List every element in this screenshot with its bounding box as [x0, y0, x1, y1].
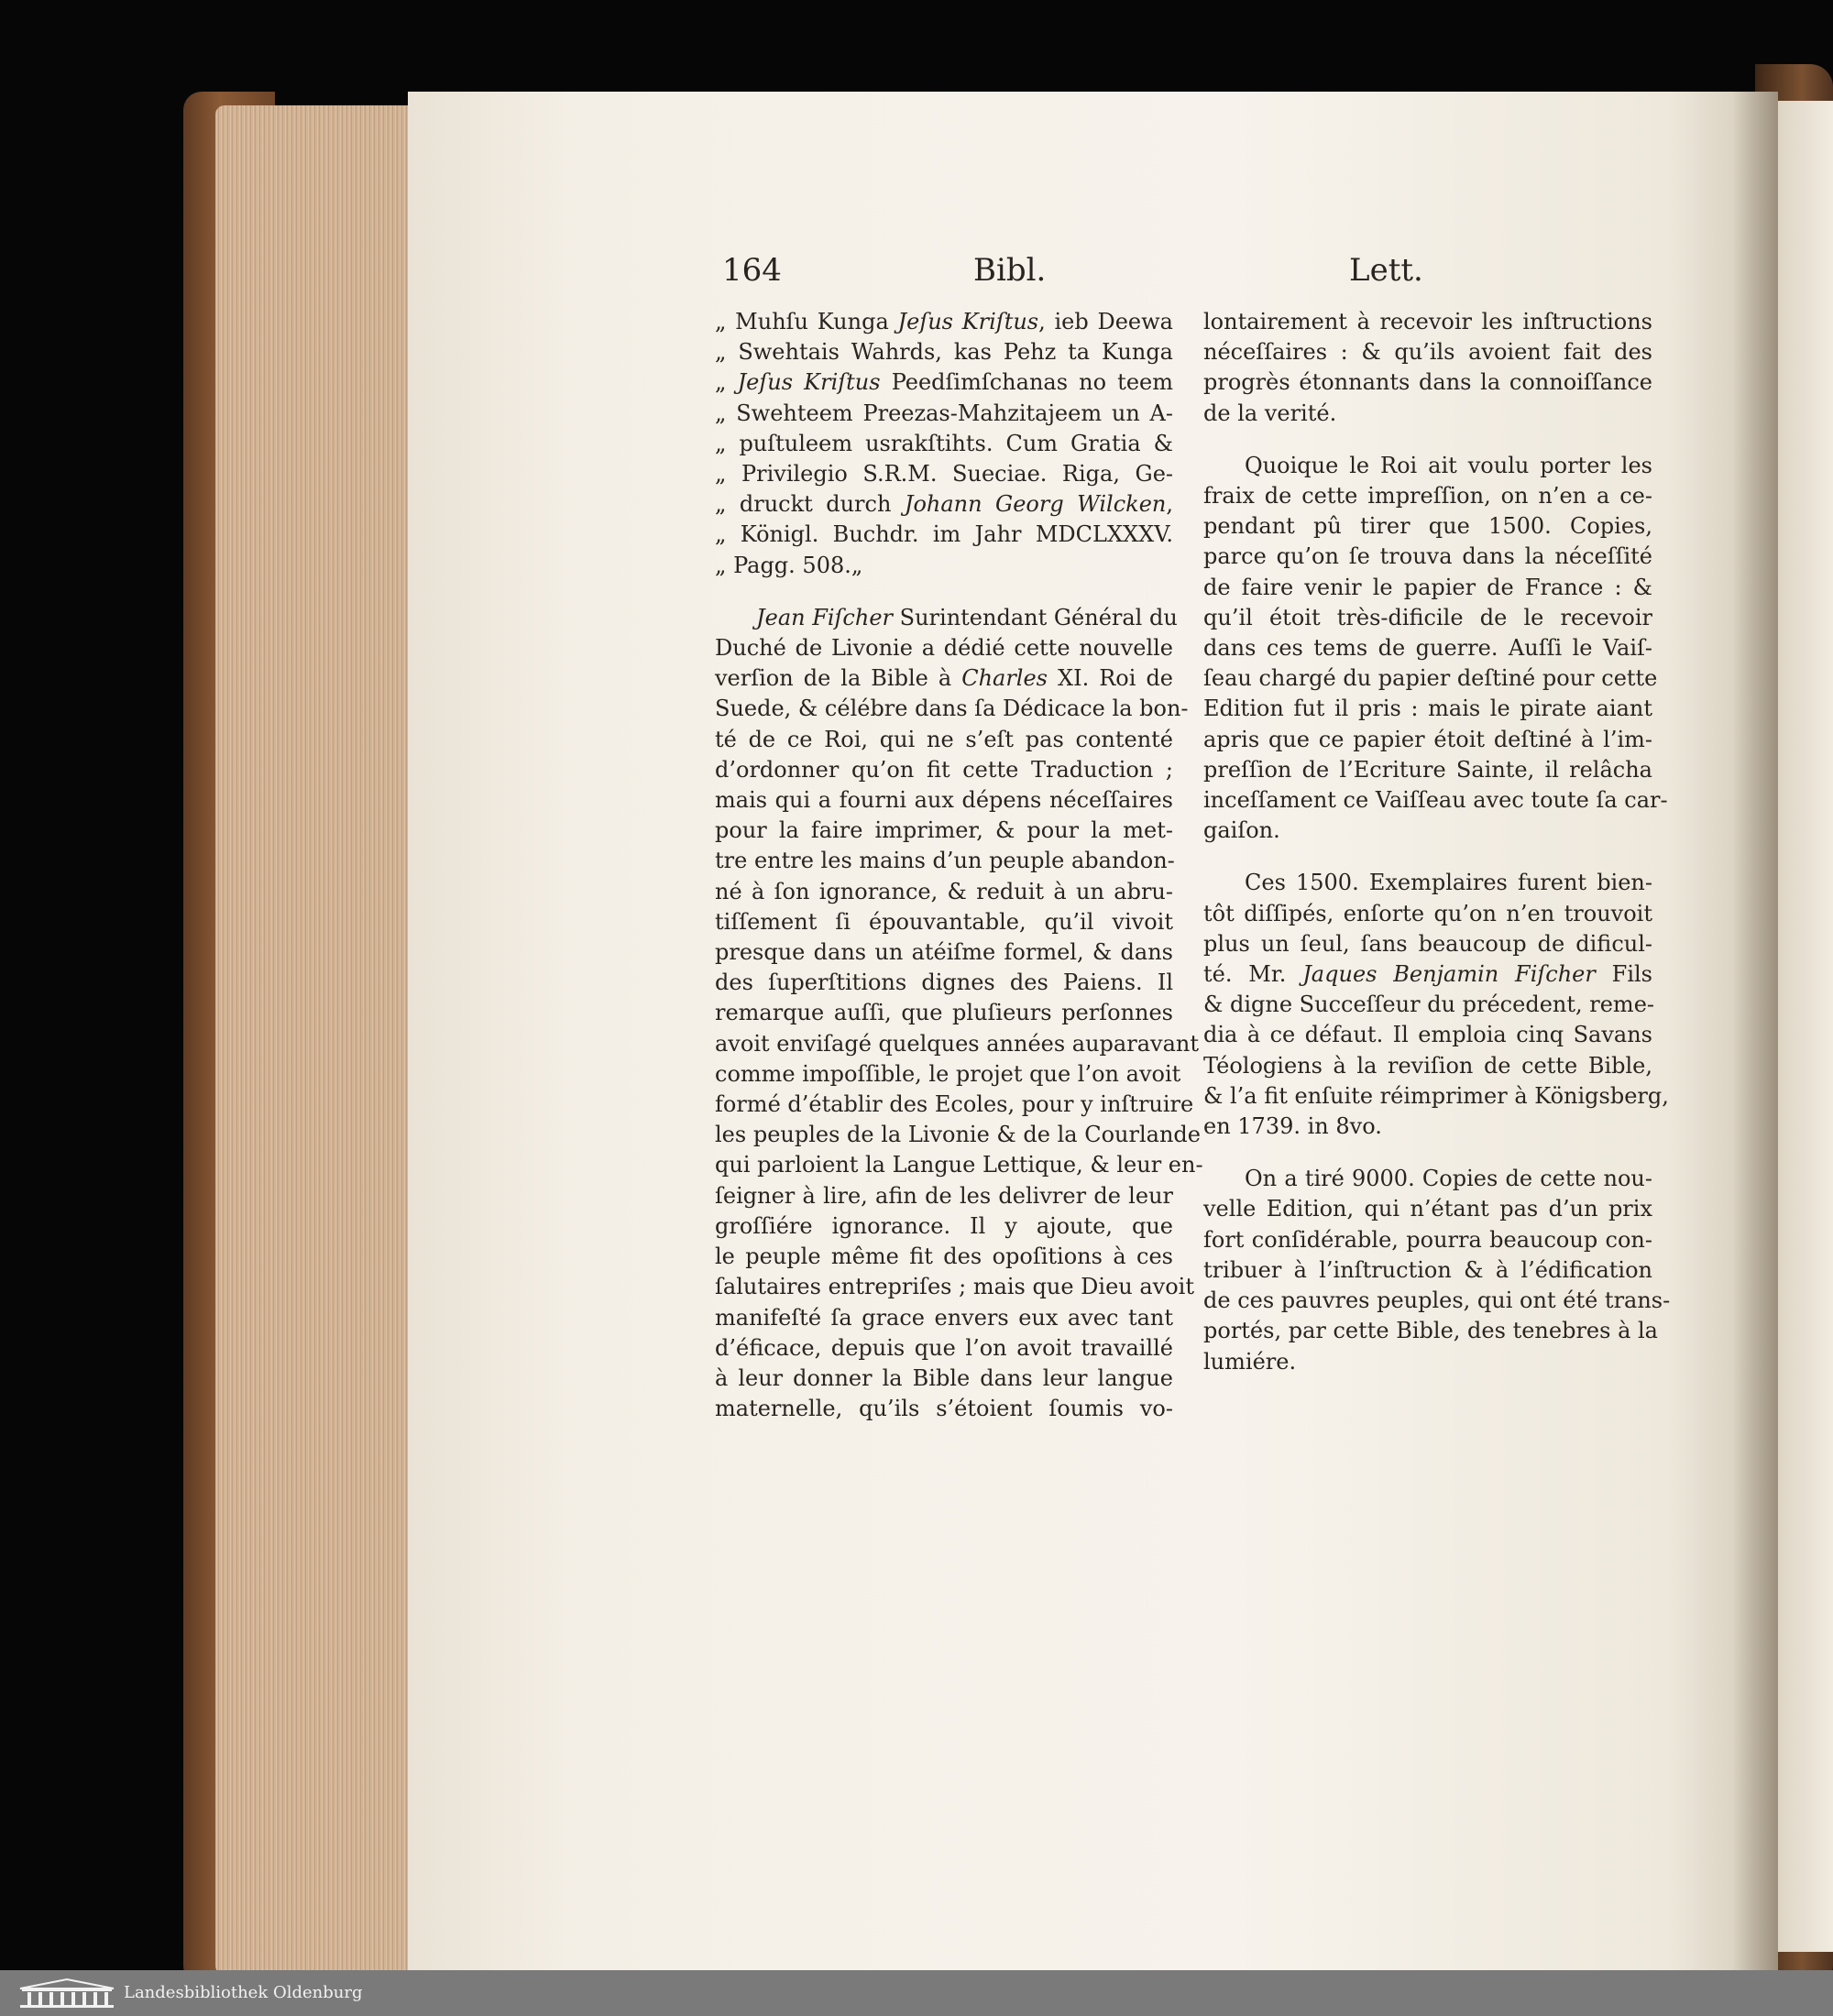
text-line: apris que ce papier étoit deſtiné à l’im-	[1203, 726, 1652, 752]
text-line: Quoique le Roi ait voulu porter les	[1245, 452, 1652, 478]
text-line: à leur donner la Bible dans leur langue	[715, 1364, 1173, 1391]
footer-bar	[0, 1970, 1833, 2016]
text-line: tre entre les mains d’un peuple abandon-	[715, 848, 1175, 874]
quote-line: „ Jeſus Kriſtus Peedſimſchanas no teem	[715, 369, 1173, 396]
quote-line: „ puſtuleem usrakſtihts. Cum Gratia &	[715, 430, 1173, 456]
text-line: formé d’établir des Ecoles, pour y inſtruire	[715, 1091, 1194, 1118]
text-line: portés, par cette Bible, des tenebres à la	[1203, 1318, 1658, 1344]
text-line: maternelle, qu’ils s’étoient ſoumis vo-	[715, 1396, 1173, 1422]
text-line: Ces 1500. Exemplaires furent bien-	[1245, 870, 1652, 896]
text-line: Jean Fiſcher Surintendant Général du	[756, 604, 1178, 630]
text-line: progrès étonnants dans la connoiſſance	[1203, 369, 1652, 396]
text-line: ſeau chargé du papier deſtiné pour cette	[1203, 665, 1658, 692]
text-line: pour la faire imprimer, & pour la met-	[715, 817, 1173, 844]
text-line: remarque auſſi, que pluſieurs perſonnes	[715, 1000, 1173, 1026]
text-line: mais qui a fourni aux dépens néceſſaires	[715, 787, 1173, 814]
text-line: qu’il étoit très-dificile de le recevoir	[1203, 604, 1652, 630]
text-line: plus un ſeul, ſans beaucoup de dificul-	[1203, 930, 1652, 957]
text-line: d’éficace, depuis que l’on avoit travaillé	[715, 1334, 1173, 1361]
text-line: & l’a fit enſuite réimprimer à Königsberg,	[1203, 1082, 1669, 1109]
text-line: fort conſidérable, pourra beaucoup con-	[1203, 1226, 1652, 1253]
text-line: des ſuperſtitions dignes des Paiens. Il	[715, 970, 1173, 996]
text-line: le peuple même fit des opoſitions à ces	[715, 1244, 1173, 1270]
text-line: parce qu’on ſe trouva dans la néceſſité	[1203, 543, 1652, 570]
text-line: néceſſaires : & qu’ils avoient fait des	[1203, 339, 1652, 366]
text-line: inceſſament ce Vaiſſeau avec toute ſa car-	[1203, 787, 1668, 814]
text-line: avoit enviſagé quelques années auparavant	[715, 1030, 1199, 1057]
text-line: d’ordonner qu’on fit cette Traduction ;	[715, 756, 1173, 783]
paragraph-continuation	[1203, 307, 1652, 429]
gutter-shadow	[1732, 92, 1778, 1979]
text-line: en 1739. in 8vo.	[1203, 1113, 1382, 1140]
quote-line: „ Pagg. 508.„	[715, 552, 863, 578]
library-building-icon	[16, 1978, 117, 2009]
text-line: Suede, & célébre dans ſa Dédicace la bon-	[715, 696, 1189, 722]
right-column	[1203, 307, 1671, 1377]
text-line: lumiére.	[1203, 1348, 1297, 1375]
quote-line: „ Swehteem Preezas-Mahzitajeem un A-	[715, 400, 1173, 426]
text-line: On a tiré 9000. Copies de cette nou-	[1245, 1166, 1652, 1192]
library-name: Landesbibliothek Oldenburg	[124, 1983, 363, 2002]
running-header-right: Lett.	[1349, 252, 1423, 289]
text-line: tiſſement ſi épouvantable, qu’il vivoit	[715, 908, 1173, 935]
text-line: fraix de cette impreſſion, on n’en a ce-	[1203, 483, 1652, 509]
text-line: né à ſon ignorance, & reduit à un abru-	[715, 878, 1173, 904]
text-line: de la verité.	[1203, 400, 1337, 426]
quote-line: „ Privilegio S.R.M. Sueciae. Riga, Ge-	[715, 461, 1173, 488]
text-line: qui parloient la Langue Lettique, & leur en-	[715, 1152, 1203, 1178]
text-line: pendant pû tirer que 1500. Copies,	[1203, 513, 1652, 540]
text-line: groſſiére ignorance. Il y ajoute, que	[715, 1212, 1173, 1239]
text-line: comme impoſſible, le projet que l’on avoit	[715, 1060, 1181, 1087]
text-line: manifeſté ſa grace envers eux avec tant	[715, 1304, 1173, 1331]
text-line: Duché de Livonie a dédié cette nouvelle	[715, 635, 1173, 662]
page-number: 164	[722, 252, 782, 289]
running-header-left: Bibl.	[973, 252, 1047, 289]
text-line: lontairement à recevoir les inſtructions	[1203, 309, 1652, 334]
text-line: verſion de la Bible à Charles XI. Roi de	[715, 665, 1174, 692]
text-line: tôt diſſipés, enſorte qu’on n’en trouvoit	[1203, 900, 1652, 926]
text-line: dans ces tems de guerre. Auſſi le Vaiſ-	[1203, 635, 1652, 662]
quote-line: „ Königl. Buchdr. im Jahr MDCLXXXV.	[715, 521, 1173, 548]
quote-line: „ Swehtais Wahrds, kas Pehz ta Kunga	[715, 339, 1173, 366]
left-column	[715, 307, 1203, 1424]
paragraph-fischer-dedication	[715, 603, 1203, 1424]
text-line: & digne Succeſſeur du précedent, reme-	[1203, 992, 1654, 1018]
paragraph-exemplaires	[1203, 868, 1669, 1142]
facing-page-edge	[1773, 101, 1833, 1952]
text-line: Téologiens à la reviſion de cette Bible,	[1203, 1052, 1652, 1079]
text-line: preſſion de l’Ecriture Sainte, il relâcha	[1203, 756, 1652, 783]
text-line: les peuples de la Livonie & de la Courlande	[715, 1122, 1201, 1148]
quote-line: „ Muhſu Kunga Jeſus Kriſtus, ieb Deewa	[715, 309, 1173, 334]
text-line: dia à ce défaut. Il emploia cinq Savans	[1203, 1022, 1652, 1048]
text-line: ſalutaires entrepriſes ; mais que Dieu avoit	[715, 1274, 1194, 1300]
paragraph-printing-cost	[1203, 451, 1668, 847]
text-line: de ces pauvres peuples, qui ont été trans-	[1203, 1287, 1671, 1314]
paragraph-new-edition	[1203, 1164, 1671, 1376]
text-line: té. Mr. Jaques Benjamin Fiſcher Fils	[1203, 961, 1652, 988]
text-line: tribuer à l’inſtruction & à l’édification	[1203, 1256, 1652, 1283]
text-line: presque dans un atéiſme formel, & dans	[715, 939, 1173, 966]
quote-block	[715, 307, 1173, 581]
text-line: ſeigner à lire, afin de les delivrer de leur	[715, 1182, 1173, 1209]
text-line: té de ce Roi, qui ne s’eſt pas contenté	[715, 726, 1173, 752]
text-line: Edition fut il pris : mais le pirate aiant	[1203, 696, 1652, 722]
page-stack-edge	[215, 105, 412, 1975]
quote-line: „ druckt durch Johann Georg Wilcken,	[715, 491, 1173, 518]
text-line: de faire venir le papier de France : &	[1203, 574, 1652, 600]
text-line: gaiſon.	[1203, 817, 1280, 844]
text-line: velle Edition, qui n’étant pas d’un prix	[1203, 1196, 1652, 1222]
